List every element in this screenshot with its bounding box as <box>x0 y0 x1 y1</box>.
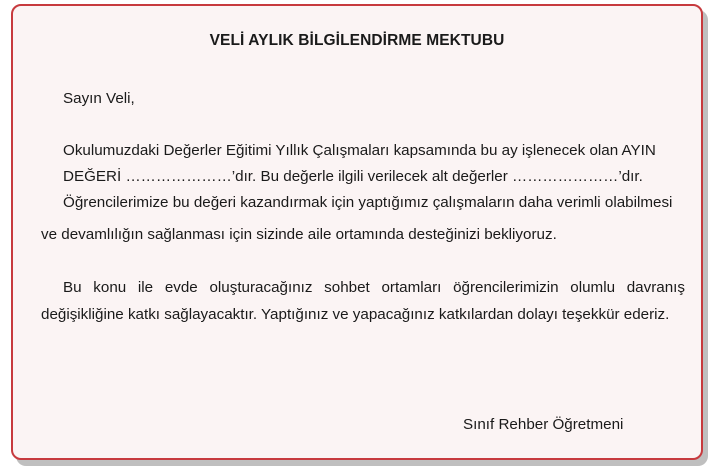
letter-card <box>11 4 703 460</box>
paragraph1-line1: Okulumuzdaki Değerler Eğitimi Yıllık Çalışmaları kapsamında bu ay işlenecek olan AYIN <box>63 142 656 159</box>
paragraph1-line3: Öğrencilerimize bu değeri kazandırmak için yaptığımız çalışmaların daha verimli olabilmesi <box>63 194 673 211</box>
paragraph1-line2: DEĞERİ …………………’dır. Bu değerle ilgili verilecek alt değerler …………………’dır. <box>63 168 643 185</box>
signature: Sınıf Rehber Öğretmeni <box>463 416 624 433</box>
paragraph1-line4: ve devamlılığın sağlanması için sizinde aile ortamında desteğinizi bekliyoruz. <box>41 226 557 243</box>
letter-title: VELİ AYLIK BİLGİLENDİRME MEKTUBU <box>209 32 505 49</box>
paragraph2-line2: değişikliğine katkı sağlayacaktır. Yaptığınız ve yapacağınız katkılardan dolayı teşekkür ederiz. <box>41 306 670 323</box>
paragraph2-line1: Bu konu ile evde oluşturacağınız sohbet ortamları öğrencilerimizin olumlu davranış <box>63 279 685 296</box>
greeting: Sayın Veli, <box>63 90 135 107</box>
